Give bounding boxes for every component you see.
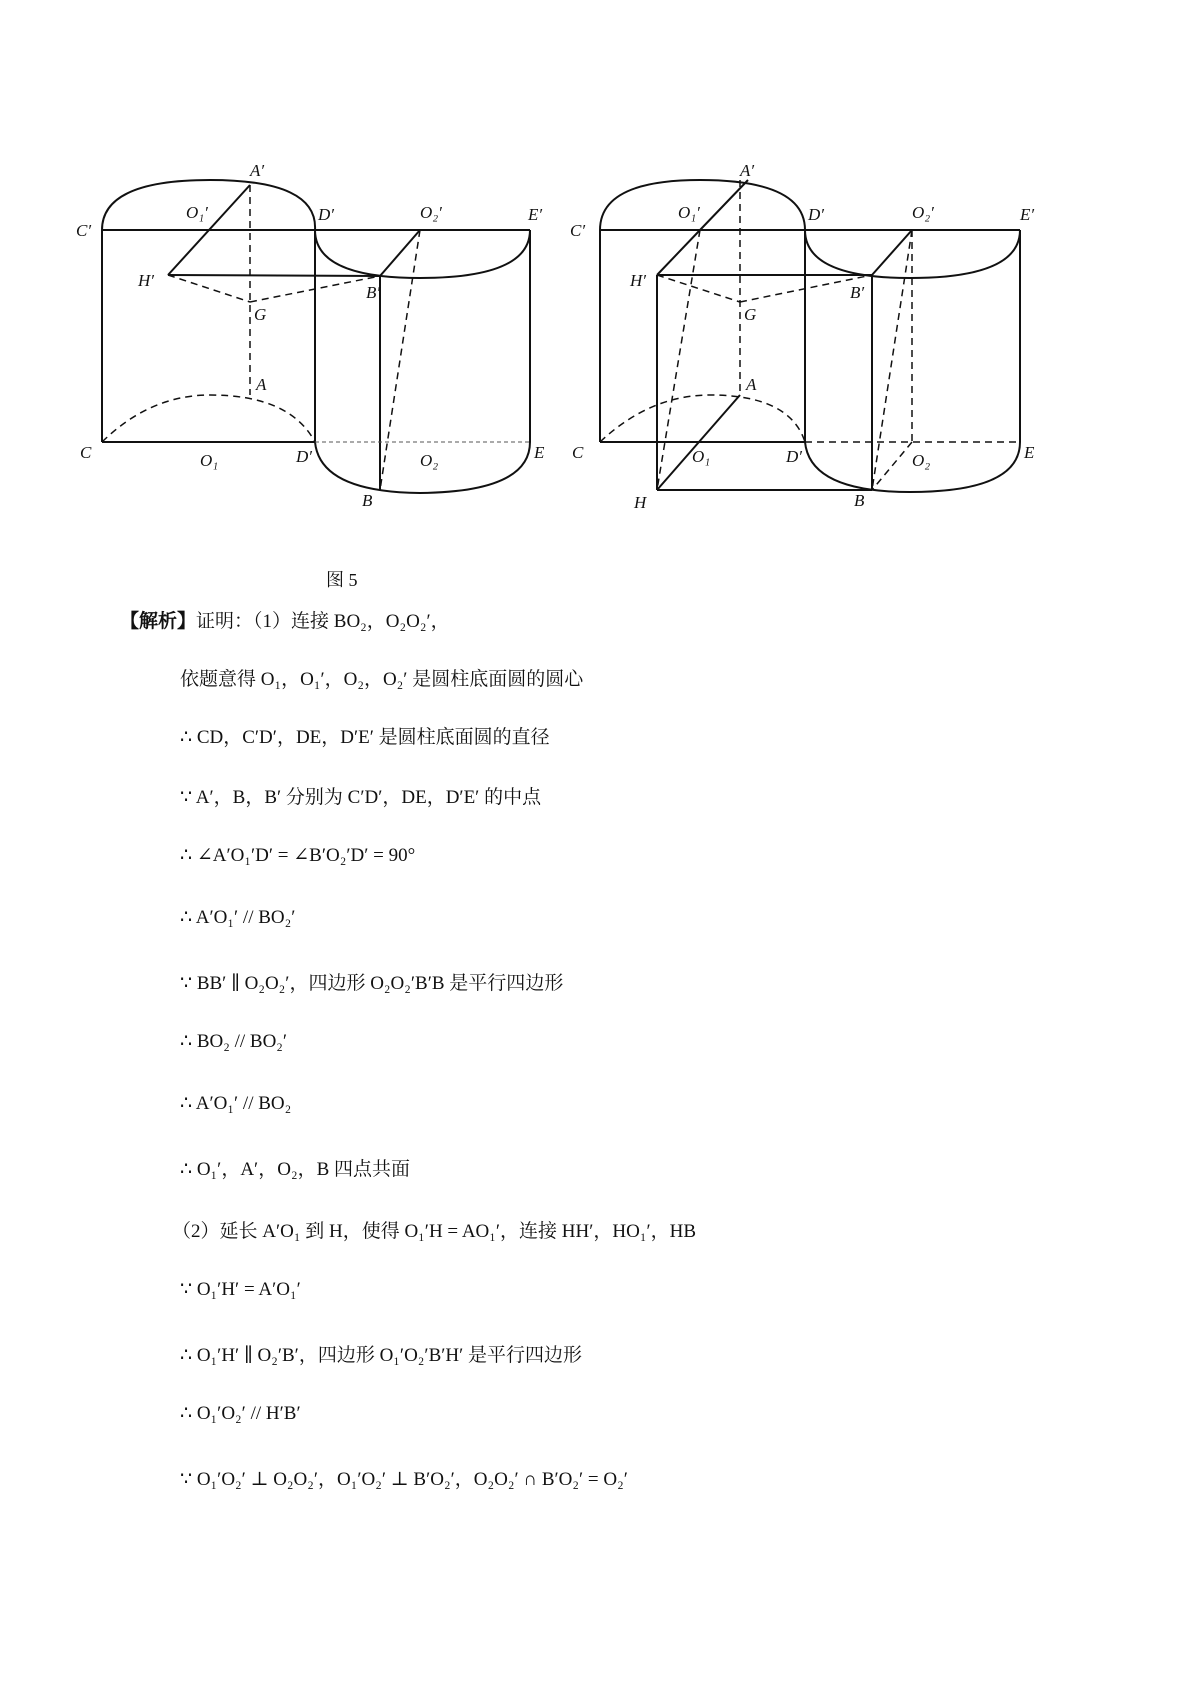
svg-text:A: A xyxy=(746,375,757,394)
solution-line-2: 依题意得 O₁，O₁′，O₂，O₂′ 是圆柱底面圆的圆心 xyxy=(180,669,584,690)
svg-text:A′: A′ xyxy=(250,161,265,180)
svg-text:H′: H′ xyxy=(630,271,646,290)
solution-line-6: ∴ A′O₁′ // BO₂′ xyxy=(180,907,296,928)
svg-text:A: A xyxy=(256,375,267,394)
svg-text:G: G xyxy=(254,305,267,324)
svg-text:E: E xyxy=(534,443,545,462)
solution-line-14: ∴ O₁′O₂′ // H′B′ xyxy=(180,1403,301,1424)
solution-line-8: ∴ BO₂ // BO₂′ xyxy=(180,1031,288,1052)
svg-text:O₁′: O₁′ xyxy=(678,203,700,222)
solution-line-7: ∵ BB′ ∥ O₂O₂′，四边形 O₂O₂′B′B 是平行四边形 xyxy=(180,973,564,994)
solution-line-10: ∴ O₁′，A′，O₂，B 四点共面 xyxy=(180,1159,410,1180)
figure-right xyxy=(570,150,1100,520)
figure-caption: 图 5 xyxy=(326,570,358,590)
solution-line-15: ∵ O₁′O₂′ ⊥ O₂O₂′，O₁′O₂′ ⊥ B′O₂′，O₂O₂′ ∩ B′O₂′ = O₂′ xyxy=(180,1469,628,1490)
svg-text:B′: B′ xyxy=(850,283,865,302)
svg-text:D′: D′ xyxy=(318,205,334,224)
solution-line-9: ∴ A′O₁′ // BO₂ xyxy=(180,1093,292,1114)
solution-line-1 xyxy=(120,606,450,633)
svg-text:O₂: O₂ xyxy=(912,451,931,470)
svg-text:O₁′: O₁′ xyxy=(186,203,208,222)
svg-text:D′: D′ xyxy=(296,447,312,466)
svg-text:E′: E′ xyxy=(528,205,543,224)
figure-left xyxy=(70,150,550,520)
svg-text:H′: H′ xyxy=(138,271,154,290)
svg-text:C′: C′ xyxy=(76,221,92,240)
solution-line-13: ∴ O₁′H′ ∥ O₂′B′，四边形 O₁′O₂′B′H′ 是平行四边形 xyxy=(180,1345,583,1366)
solution-line-3: ∴ CD，C′D′，DE，D′E′ 是圆柱底面圆的直径 xyxy=(180,727,550,748)
svg-text:B: B xyxy=(362,491,373,510)
svg-text:O₂′: O₂′ xyxy=(420,203,442,222)
svg-text:D′: D′ xyxy=(808,205,824,224)
solution-text: 证明：（1）连接 BO₂，O₂O₂′， xyxy=(196,611,450,632)
svg-text:O₁: O₁ xyxy=(692,447,711,466)
solution-line-4: ∵ A′，B，B′ 分别为 C′D′，DE，D′E′ 的中点 xyxy=(180,787,542,808)
svg-text:G: G xyxy=(744,305,757,324)
svg-text:D′: D′ xyxy=(786,447,802,466)
svg-text:C: C xyxy=(572,443,584,462)
svg-text:C: C xyxy=(80,443,92,462)
svg-text:B′: B′ xyxy=(366,283,381,302)
svg-text:A′: A′ xyxy=(740,161,755,180)
svg-text:E′: E′ xyxy=(1020,205,1035,224)
svg-text:H: H xyxy=(634,493,647,512)
svg-text:C′: C′ xyxy=(570,221,586,240)
svg-text:O₂: O₂ xyxy=(420,451,439,470)
solution-line-5: ∴ ∠A′O₁′D′ = ∠B′O₂′D′ = 90° xyxy=(180,845,416,866)
svg-text:O₂′: O₂′ xyxy=(912,203,934,222)
svg-text:E: E xyxy=(1024,443,1035,462)
solution-head: 【解析】 xyxy=(120,611,197,632)
svg-text:O₁: O₁ xyxy=(200,451,219,470)
svg-text:B: B xyxy=(854,491,865,510)
solution-line-11: （2）延长 A′O₁ 到 H，使得 O₁′H = AO₁′，连接 HH′，HO₁′，HB xyxy=(172,1221,697,1242)
solution-line-12: ∵ O₁′H′ = A′O₁′ xyxy=(180,1279,301,1300)
